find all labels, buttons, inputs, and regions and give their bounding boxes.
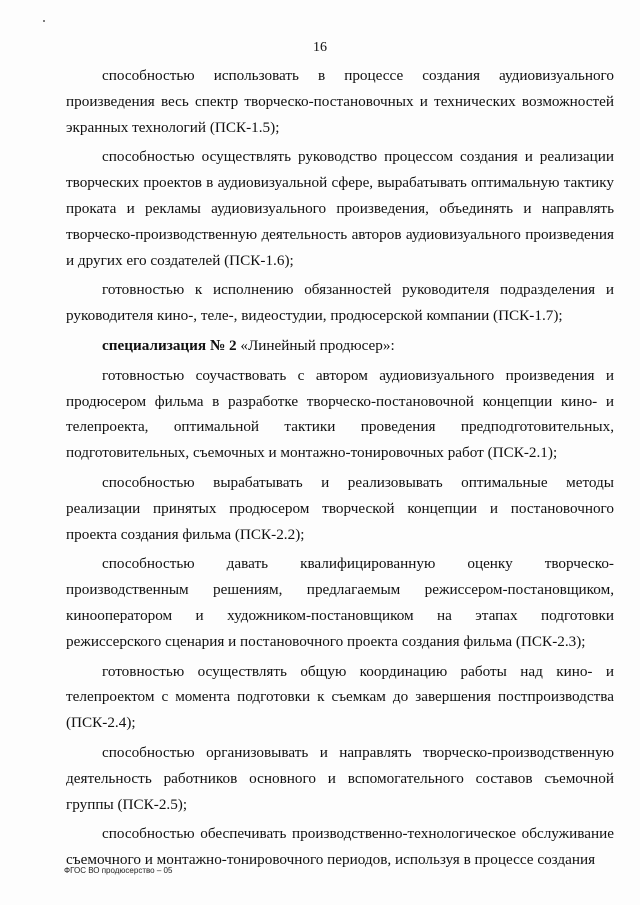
paragraph-psk-1-5: способностью использовать в процессе создания аудиовизуального произведения весь спектр творческо-постановочных и технических возможностей экранных технологий (ПСК-1.5); bbox=[66, 67, 614, 136]
page-number: 16 bbox=[313, 40, 327, 55]
paragraph-psk-1-6: способностью осуществлять руководство процессом создания и реализации творческих проектов в аудиовизуальной сфере, вырабатывать оптимальную тактику проката и рекламы аудиовизуального произведения, объединять и направлять творческо-производственную деятельность авторов аудиовизуального произведения и других его создателей (ПСК-1.6); bbox=[66, 148, 614, 269]
specialization-title: «Линейный продюсер»: bbox=[236, 336, 395, 354]
paragraph-psk-1-7: готовностью к исполнению обязанностей руководителя подразделения и руководителя кино-, теле-, видеостудии, продюсерской компании (ПСК-1.7); bbox=[66, 281, 614, 325]
paragraph-psk-2-3: способностью давать квалифицированную оценку творческо-производственным решениям, предлагаемым режиссером-постановщиком, кинооператором и художником-постановщиком на этапах подготовки режиссерского сценария и постановочного проекта создания фильма (ПСК-2.3); bbox=[66, 555, 614, 650]
paragraph-psk-2-6-partial: способностью обеспечивать производственно-технологическое обслуживание съемочного и монтажно-тонировочного периодов, используя в процессе создания bbox=[66, 825, 614, 869]
paragraph-psk-2-2: способностью вырабатывать и реализовывать оптимальные методы реализации принятых продюсером творческой концепции и постановочного проекта создания фильма (ПСК-2.2); bbox=[66, 473, 614, 543]
paragraph-psk-2-1: готовностью соучаствовать с автором аудиовизуального произведения и продюсером фильма в разработке творческо-постановочной концепции кино- и телепроекта, оптимальной тактики проведения предподготовительных, подготовительных, съемочных и монтажно-тонировочных работ (ПСК-2.1); bbox=[66, 366, 614, 462]
body-text bbox=[66, 63, 614, 873]
page-footer: ФГОС ВО продюсерство – 05 bbox=[64, 866, 173, 875]
scan-speck bbox=[43, 20, 45, 22]
paragraph-psk-2-4: готовностью осуществлять общую координацию работы над кино- и телепроектом с момента подготовки к съемкам до завершения постпроизводства (ПСК-2.4); bbox=[66, 662, 614, 732]
specialization-number: специализация № 2 bbox=[102, 336, 237, 354]
paragraph-psk-2-5: способностью организовывать и направлять творческо-производственную деятельность работников основного и вспомогательного составов съемочной группы (ПСК-2.5); bbox=[66, 743, 614, 813]
specialization-heading bbox=[66, 333, 614, 359]
